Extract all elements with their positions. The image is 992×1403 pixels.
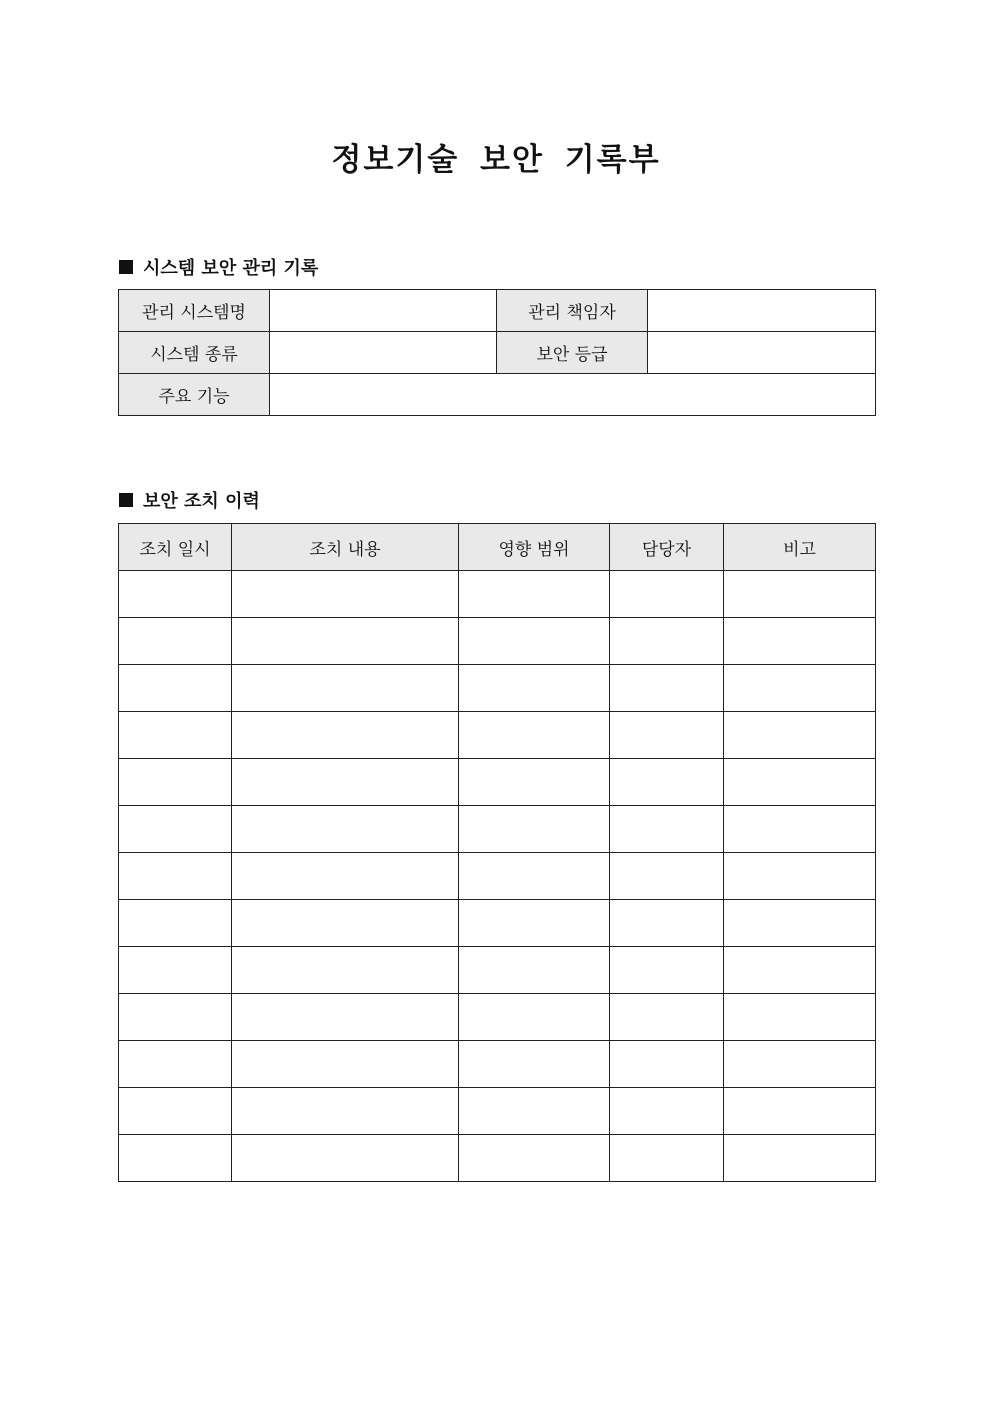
owner-cell[interactable] [610, 759, 724, 806]
remarks-cell[interactable] [724, 806, 876, 853]
date-cell[interactable] [119, 900, 232, 947]
date-cell[interactable] [119, 1135, 232, 1182]
owner-cell[interactable] [610, 900, 724, 947]
date-cell[interactable] [119, 947, 232, 994]
owner-cell[interactable] [610, 571, 724, 618]
action-cell[interactable] [232, 665, 459, 712]
remarks-cell[interactable] [724, 712, 876, 759]
remarks-cell[interactable] [724, 900, 876, 947]
owner-cell[interactable] [610, 853, 724, 900]
table-row [119, 1088, 876, 1135]
action-cell[interactable] [232, 900, 459, 947]
date-cell[interactable] [119, 618, 232, 665]
date-cell[interactable] [119, 853, 232, 900]
table-row [119, 1135, 876, 1182]
impact-cell[interactable] [459, 806, 610, 853]
managed-system-label: 관리 시스템명 [119, 290, 270, 332]
managed-system-field[interactable] [270, 290, 497, 332]
table-row [119, 332, 876, 374]
security-level-field[interactable] [648, 332, 876, 374]
action-cell[interactable] [232, 759, 459, 806]
remarks-cell[interactable] [724, 1041, 876, 1088]
column-header-remarks: 비고 [724, 524, 876, 571]
remarks-cell[interactable] [724, 994, 876, 1041]
action-cell[interactable] [232, 853, 459, 900]
table-row [119, 1041, 876, 1088]
action-cell[interactable] [232, 618, 459, 665]
manager-field[interactable] [648, 290, 876, 332]
column-header-action: 조치 내용 [232, 524, 459, 571]
date-cell[interactable] [119, 571, 232, 618]
action-cell[interactable] [232, 571, 459, 618]
date-cell[interactable] [119, 712, 232, 759]
table-row [119, 665, 876, 712]
column-header-impact: 영향 범위 [459, 524, 610, 571]
impact-cell[interactable] [459, 712, 610, 759]
system-section-heading [119, 254, 318, 280]
remarks-cell[interactable] [724, 853, 876, 900]
impact-cell[interactable] [459, 947, 610, 994]
column-header-date: 조치 일시 [119, 524, 232, 571]
column-header-owner: 담당자 [610, 524, 724, 571]
action-cell[interactable] [232, 947, 459, 994]
table-row [119, 853, 876, 900]
table-row [119, 290, 876, 332]
system-info-table [118, 289, 876, 416]
remarks-cell[interactable] [724, 571, 876, 618]
date-cell[interactable] [119, 1088, 232, 1135]
action-cell[interactable] [232, 806, 459, 853]
table-row [119, 712, 876, 759]
action-cell[interactable] [232, 1088, 459, 1135]
square-bullet-icon [119, 493, 133, 507]
owner-cell[interactable] [610, 806, 724, 853]
impact-cell[interactable] [459, 665, 610, 712]
owner-cell[interactable] [610, 665, 724, 712]
table-row [119, 806, 876, 853]
date-cell[interactable] [119, 1041, 232, 1088]
owner-cell[interactable] [610, 1135, 724, 1182]
remarks-cell[interactable] [724, 1088, 876, 1135]
document-title: 정보기술 보안 기록부 [331, 142, 661, 178]
owner-cell[interactable] [610, 1088, 724, 1135]
remarks-cell[interactable] [724, 665, 876, 712]
action-cell[interactable] [232, 1135, 459, 1182]
impact-cell[interactable] [459, 994, 610, 1041]
action-cell[interactable] [232, 712, 459, 759]
impact-cell[interactable] [459, 618, 610, 665]
owner-cell[interactable] [610, 712, 724, 759]
remarks-cell[interactable] [724, 1135, 876, 1182]
remarks-cell[interactable] [724, 947, 876, 994]
table-row [119, 994, 876, 1041]
table-row [119, 618, 876, 665]
impact-cell[interactable] [459, 1088, 610, 1135]
date-cell[interactable] [119, 665, 232, 712]
remarks-cell[interactable] [724, 759, 876, 806]
main-function-label: 주요 기능 [119, 374, 270, 416]
owner-cell[interactable] [610, 618, 724, 665]
action-cell[interactable] [232, 994, 459, 1041]
manager-label: 관리 책임자 [497, 290, 648, 332]
owner-cell[interactable] [610, 994, 724, 1041]
table-header-row [119, 524, 876, 571]
impact-cell[interactable] [459, 571, 610, 618]
table-row [119, 571, 876, 618]
date-cell[interactable] [119, 759, 232, 806]
table-row [119, 947, 876, 994]
system-type-field[interactable] [270, 332, 497, 374]
table-row [119, 374, 876, 416]
date-cell[interactable] [119, 994, 232, 1041]
impact-cell[interactable] [459, 759, 610, 806]
history-section-heading-text: 보안 조치 이력 [143, 491, 260, 512]
system-type-label: 시스템 종류 [119, 332, 270, 374]
history-section-heading [119, 487, 260, 513]
table-row [119, 759, 876, 806]
impact-cell[interactable] [459, 900, 610, 947]
impact-cell[interactable] [459, 853, 610, 900]
square-bullet-icon [119, 260, 133, 274]
security-level-label: 보안 등급 [497, 332, 648, 374]
impact-cell[interactable] [459, 1135, 610, 1182]
table-row [119, 900, 876, 947]
main-function-field[interactable] [270, 374, 876, 416]
impact-cell[interactable] [459, 1041, 610, 1088]
owner-cell[interactable] [610, 1041, 724, 1088]
remarks-cell[interactable] [724, 618, 876, 665]
action-cell[interactable] [232, 1041, 459, 1088]
security-history-table [118, 523, 876, 1182]
date-cell[interactable] [119, 806, 232, 853]
owner-cell[interactable] [610, 947, 724, 994]
system-section-heading-text: 시스템 보안 관리 기록 [143, 258, 319, 279]
